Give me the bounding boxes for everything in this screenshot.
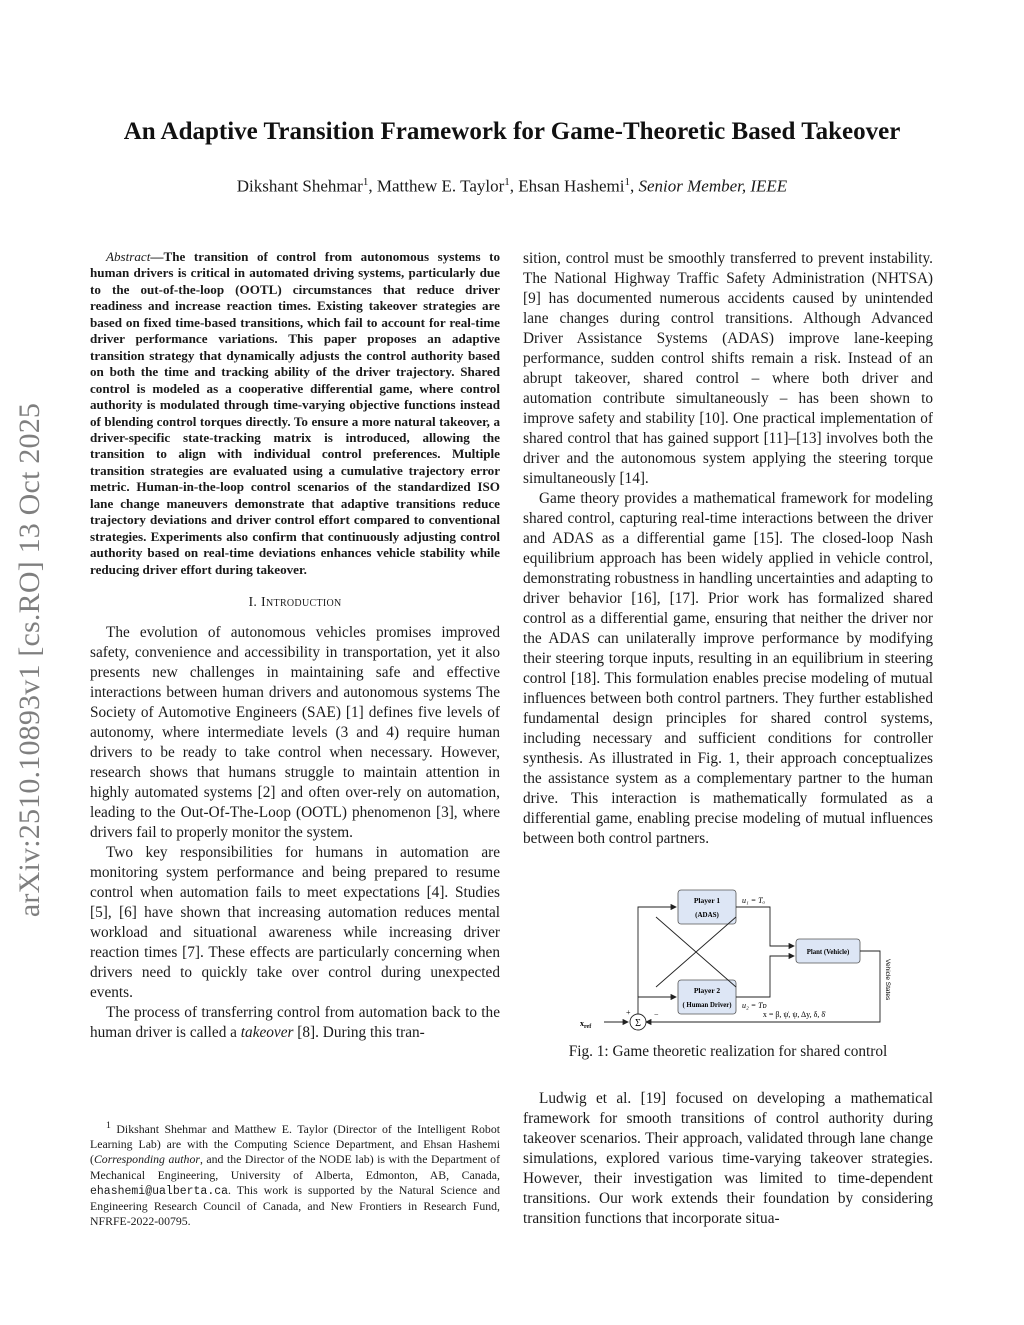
abstract-text: The transition of control from autonomous systems to human drivers is critical in automated driving systems, particularly due to the out-of-the-loop (OOTL) circumstances that reduce driver readiness and increase reaction times. Existing takeover strategies are based on fixed time-based transitions, which fail to account for real-time driver performance variations. This paper proposes an adaptive transition strategy that dynamically adjusts the control authority based on both the time and tracking ability of the driver trajectory. Shared control is modeled as a cooperative differential game, where control authority is modulated through time-varying objective functions instead of blending control torques directly. To ensure a more natural takeover, a driver-specific state-tracking matrix is introduced, allowing the transition to align with individual control preferences. Multiple transition strategies are evaluated using a cumulative trajectory error metric. Human-in-the-loop control scenarios of the standardized ISO lane change maneuvers demonstrate that adaptive transitions reduce trajectory deviations and driver control effort compared to conventional strategies. Experiments also confirm that continuously adjusting control authority based on real-time deviations enhances vehicle stability while reducing driver effort during takeover.: [90, 249, 500, 577]
error-to-player1: [638, 907, 676, 997]
paragraph: The evolution of autonomous vehicles promises improved safety, convenience and accessibility in transportation, yet it also presents new challenges in maintaining safe and effective interactions between human drivers and autonomous systems The Society of Automotive Engineers (SAE) [1] defines five levels of autonomy, where intermediate levels (3 and 4) require human drivers to be ready to take control when necessary. However, research shows that humans struggle to maintain attention in highly automated systems [2] and often over-rely on automation, leading to the Out-Of-The-Loop (OOTL) phenomenon [3], where drivers fail to properly monitor the system.: [90, 624, 500, 842]
sum-symbol: Σ: [635, 1018, 641, 1029]
footnote-email[interactable]: ehashemi@ualberta.ca: [90, 1184, 229, 1198]
footnote-mark: 1: [106, 1120, 111, 1131]
u2-label: u₂ = Tᴅ: [742, 1001, 767, 1010]
arxiv-side-label: [0, 360, 60, 960]
state-vector: x = β, ψ̇, ψ, Δy, δ, δ̇: [762, 1010, 826, 1019]
paper-title: An Adaptive Transition Framework for Game-Theoretic Based Takeover: [123, 118, 901, 145]
footnote: [90, 1118, 500, 1229]
u1-arrow: [736, 907, 794, 946]
footnote-text: , and the Director of the NODE lab) is with the Department of Mechanical Engineering, University of Alberta, Edmonton, AB, Canada,: [90, 1152, 500, 1182]
player2-sub: ( Human Driver): [682, 1002, 732, 1009]
section-heading-introduction: [90, 593, 500, 613]
player1-label: Player 1: [693, 896, 721, 905]
footnote-emphasis: Corresponding author: [93, 1152, 200, 1167]
player2-label: Player 2: [693, 986, 721, 995]
minus-sign: −: [654, 1010, 659, 1019]
paragraph: [523, 1089, 933, 1229]
paragraph: [90, 1003, 500, 1043]
left-column: [90, 249, 500, 1043]
author-line: [80, 176, 944, 197]
affiliation-mark: 1: [504, 176, 510, 188]
paragraph: sition, control must be smoothly transferred to prevent instability. The National Highway Traffic Safety Administration (NHTSA) [9] has documented numerous accidents caused by unintended lane changes during control transitions. Although Advanced Driver Assistance Systems (ADAS) improve lane-keeping performance, sudden control shifts remain a risk. Instead of an abrupt takeover, shared control – where both driver and automation contribute simultaneously – has been shown to improve safety and stability [10]. One practical implementation of shared control that has gained support [11]–[13] involves both the driver and the autonomous system applying the steering torque simultaneously [14].: [523, 250, 933, 487]
paragraph-text: [8]. During this tran-: [293, 1024, 425, 1042]
u2-arrow: [736, 956, 794, 997]
separator: ,: [368, 176, 377, 196]
affiliation-mark: 1: [624, 176, 630, 188]
xref-label: $x_{ref}$: [580, 1019, 592, 1030]
author-2: Matthew E. Taylor: [376, 176, 505, 196]
game-theoretic-diagram: [560, 884, 920, 1034]
author-3: Ehsan Hashemi: [518, 176, 625, 196]
right-column: [523, 249, 933, 849]
paragraph-text: Ludwig et al. [19] focused on developing a mathematical framework for smooth transitions of control authority during takeover scenarios. Their approach, validated through lane change simulations, explored various time-varying takeover strategies. However, their investigation was limited to time-dependent transitions. Our work extends their foundation by considering transition functions that incorporate situa-: [523, 1090, 933, 1227]
section-number: I.: [248, 595, 258, 611]
u1-label: u₁ = Tₐ: [742, 896, 765, 905]
separator: ,: [629, 176, 639, 196]
vehicle-states-label: Vehicle States: [884, 959, 891, 1001]
figure-1: [560, 884, 920, 1034]
plant-label: Plant (Vehicle): [806, 949, 850, 956]
paragraph: Game theory provides a mathematical framework for modeling shared control, capturing real-time interactions between the driver and ADAS as a differential game [15]. The closed-loop Nash equilibrium approach has been widely applied in vehicle control, demonstrating robustness in handling uncertainties and adapting to driver behavior [16], [17]. Prior work has formalized shared control as a differential game, ensuring that neither the driver nor the ADAS can unilaterally improve performance by modifying their steering torque inputs, resulting in an equilibrium in steering control [18]. This formulation enables precise modeling of mutual influences between both control partners. They further established fundamental design principles for shared control systems, including necessary and sufficient conditions for controller synthesis. As illustrated in Fig. 1, their approach conceptualizes the assistance system as a complementary partner to the human drive. This interaction is mathematically formulated as a differential game, enabling precise modeling of mutual influences between both control partners.: [523, 490, 933, 847]
author-role: Senior Member, IEEE: [638, 176, 788, 196]
affiliation-mark: 1: [362, 176, 369, 188]
footnote-text: Dikshant Shehmar and Matthew E. Taylor (Director of the Intelligent Robot Learning Lab) are with the Computing Science Department, and Ehsan Hashemi (: [90, 1121, 500, 1167]
section-name: Introduction: [261, 595, 342, 611]
plus-sign: +: [626, 1008, 631, 1017]
abstract: [90, 249, 500, 578]
author-1: Dikshant Shehmar: [236, 176, 363, 196]
arxiv-id-text: arXiv:2510.10893v1 [cs.RO] 13 Oct 2025: [13, 402, 46, 918]
paragraph-text: The process of transferring control from automation back to the human driver is called a: [90, 1004, 500, 1042]
separator: ,: [509, 176, 519, 196]
paragraph: Two key responsibilities for humans in automation are monitoring system performance and being prepared to resume control when automation fails to meet expectations [4]. Studies [5], [6] have shown that increasing automation reduces mental workload and situational awareness while increasing driver reaction times [7]. These effects are particularly concerning when drivers need to quickly take over control during unexpected events.: [90, 844, 500, 1002]
player1-sub: (ADAS): [695, 911, 719, 919]
figure-caption: Fig. 1: Game theoretic realization for shared control: [568, 1043, 888, 1060]
emphasis-takeover: takeover: [240, 1024, 294, 1042]
abstract-label: Abstract: [106, 249, 151, 264]
footnote-text: . This work is supported by the Natural Science and Engineering Research Council of Canada, and New Frontiers in Research Fund, NFRFE-2022-00795.: [90, 1182, 500, 1229]
abstract-dash: —: [150, 249, 164, 264]
